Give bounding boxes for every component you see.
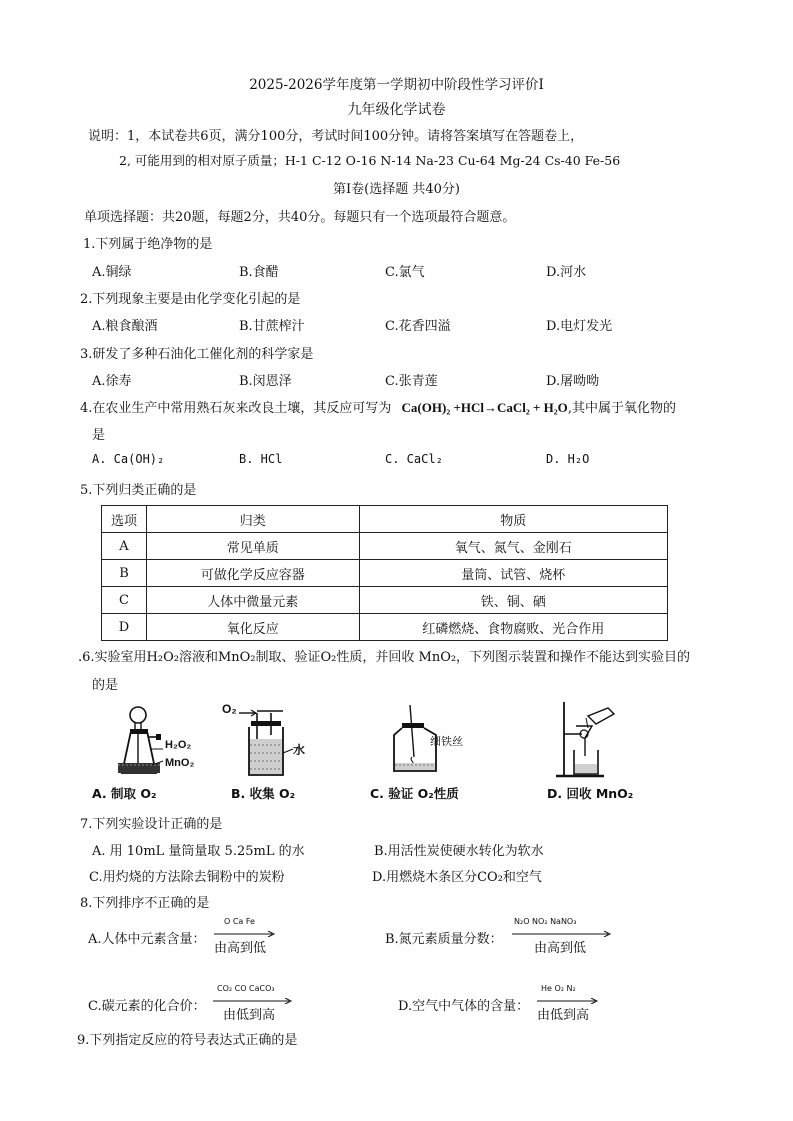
q8-option-d[interactable]: D.空气中气体的含量：: [398, 999, 530, 1014]
q8-a-order: O Ca Fe: [224, 917, 255, 926]
q8-option-a[interactable]: A.人体中元素含量：: [88, 932, 206, 947]
table-cell: 人体中微量元素: [146, 587, 359, 614]
q1-option-b[interactable]: B.食醋: [239, 265, 279, 280]
q3-option-b[interactable]: B.闵恩泽: [239, 374, 292, 389]
table-row: [102, 587, 668, 614]
q6-stem-b: 的是: [92, 678, 119, 693]
q4-option-c[interactable]: C. CaCl₂: [385, 452, 443, 466]
q1-option-a[interactable]: A.铜绿: [92, 265, 132, 280]
q9-stem: 9.下列指定反应的符号表达式正确的是: [77, 1033, 298, 1048]
table-header-cell: 选项: [102, 506, 147, 533]
q8-b-arrow: [512, 917, 612, 960]
exam-title: 2025-2026学年度第一学期初中阶段性学习评价Ⅰ: [249, 77, 544, 93]
q7-option-c[interactable]: C.用灼烧的方法除去铜粉中的炭粉: [89, 870, 285, 885]
q2-option-b[interactable]: B.甘蔗榨汁: [239, 319, 305, 334]
table-cell: B: [102, 560, 147, 587]
q8-b-order: N₂O NO₂ NaNO₃: [514, 917, 577, 926]
q3-option-a[interactable]: A.徐寿: [92, 374, 132, 389]
q8-stem: 8.下列排序不正确的是: [80, 896, 210, 911]
q8-c-order: CO₂ CO CaCO₃: [217, 984, 275, 993]
q8-d-order: He O₂ N₂: [541, 984, 576, 993]
q1-option-d[interactable]: D.河水: [546, 265, 587, 280]
table-row: [102, 614, 668, 641]
q4-stem-c: 是: [92, 428, 106, 443]
q8-option-c[interactable]: C.碳元素的化合价：: [88, 999, 206, 1014]
caption-d: D. 回收 MnO₂: [547, 786, 634, 801]
q2-stem: 2.下列现象主要是由化学变化引起的是: [80, 292, 301, 307]
table-cell: 可做化学反应容器: [146, 560, 359, 587]
table-cell: A: [102, 533, 147, 560]
q8-b-direction: 由高到低: [534, 941, 587, 956]
apparatus-d-figure: [552, 700, 624, 780]
caption-a: A. 制取 O₂: [92, 786, 157, 801]
table-cell: 铁、铜、硒: [359, 587, 667, 614]
q3-stem: 3.研发了多种石油化工催化剂的科学家是: [80, 347, 314, 362]
caption-c: C. 验证 O₂性质: [370, 786, 459, 801]
table-cell: C: [102, 587, 147, 614]
label-mno2: MnO₂: [165, 757, 195, 769]
q8-d-arrow: [537, 984, 599, 1027]
q4-equation: Ca(OH)₂ +HCl→CaCl₂ + H₂O: [401, 400, 568, 415]
table-header-row: [102, 506, 668, 533]
q8-a-direction: 由高到低: [214, 941, 267, 956]
exam-note-1: 说明：1，本试卷共6页，满分100分，考试时间100分钟。请将答案填写在答题卷上，: [88, 129, 584, 144]
table-row: [102, 560, 668, 587]
label-o2: O₂: [222, 702, 237, 716]
instructions: 单项选择题：共20题，每题2分，共40分。每题只有一个选项最符合题意。: [84, 210, 516, 225]
table-cell: 氧化反应: [146, 614, 359, 641]
table-row: [102, 533, 668, 560]
q7-option-d[interactable]: D.用燃烧木条区分CO₂和空气: [372, 870, 542, 885]
q5-table: [101, 505, 668, 641]
q4-option-b[interactable]: B. HCl: [239, 452, 283, 466]
q5-stem: 5.下列归类正确的是: [80, 483, 197, 498]
q8-c-arrow: [213, 984, 293, 1027]
apparatus-b-figure: [237, 705, 297, 780]
q1-stem: 1.下列属于绝净物的是: [83, 237, 213, 252]
table-header-cell: 归类: [146, 506, 359, 533]
section-title: 第Ⅰ卷(选择题 共40分): [333, 182, 460, 197]
q4-stem: [80, 397, 676, 416]
q4-option-a[interactable]: A. Ca(OH)₂: [92, 452, 165, 466]
table-header-cell: 物质: [359, 506, 667, 533]
q3-option-d[interactable]: D.屠呦呦: [546, 374, 600, 389]
q7-stem: 7.下列实验设计正确的是: [80, 817, 223, 832]
table-cell: 红磷燃烧、食物腐败、光合作用: [359, 614, 667, 641]
caption-b: B. 收集 O₂: [231, 786, 296, 801]
q4-stem-a: 4.在农业生产中常用熟石灰来改良土壤，其反应可写为: [80, 401, 392, 416]
table-cell: D: [102, 614, 147, 641]
q2-option-a[interactable]: A.粮食酿酒: [92, 319, 158, 334]
exam-subtitle: 九年级化学试卷: [347, 102, 446, 118]
label-h2o2: H₂O₂: [165, 739, 192, 751]
exam-note-2: 2, 可能用到的相对原子质量；H-1 C-12 O-16 N-14 Na-23 Cu-64 Mg-24 Cs-40 Fe-56: [119, 153, 621, 168]
q2-option-c[interactable]: C.花香四溢: [385, 319, 451, 334]
label-water: 水: [293, 743, 306, 757]
table-cell: 氧气、氮气、金刚石: [359, 533, 667, 560]
table-cell: 常见单质: [146, 533, 359, 560]
q7-option-b[interactable]: B.用活性炭使硬水转化为软水: [374, 844, 544, 859]
q2-option-d[interactable]: D.电灯发光: [546, 319, 613, 334]
q4-option-d[interactable]: D. H₂O: [546, 452, 590, 466]
q3-option-c[interactable]: C.张青莲: [385, 374, 438, 389]
label-iron-wire: 细铁丝: [430, 735, 463, 748]
q6-stem-a: .6.实验室用H₂O₂溶液和MnO₂制取、验证O₂性质，并回收 MnO₂，下列图示装置和操作不能达到实验目的: [78, 650, 691, 665]
table-cell: 量筒、试管、烧杯: [359, 560, 667, 587]
q4-stem-b: ,其中属于氧化物的: [567, 401, 676, 416]
q1-option-c[interactable]: C.氯气: [385, 265, 425, 280]
q7-option-a[interactable]: A. 用 10mL 量筒量取 5.25mL 的水: [92, 844, 305, 859]
q8-a-arrow: [214, 917, 276, 960]
q8-option-b[interactable]: B.氮元素质量分数：: [385, 932, 503, 947]
q8-d-direction: 由低到高: [537, 1008, 590, 1023]
q8-c-direction: 由低到高: [223, 1008, 276, 1023]
